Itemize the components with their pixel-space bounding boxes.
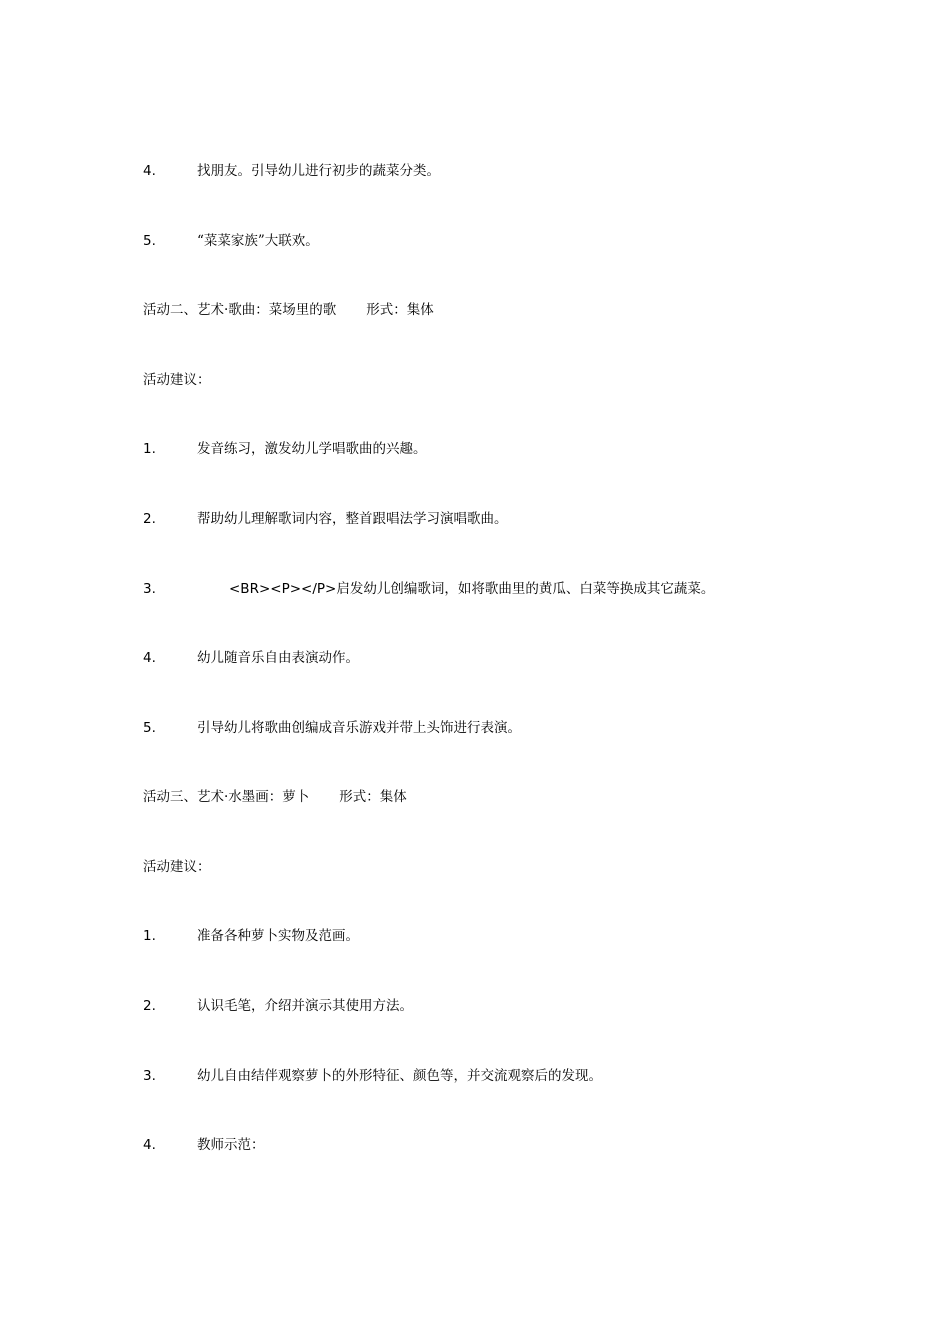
item-number: 3.: [143, 581, 156, 597]
item-number: 2.: [143, 511, 156, 527]
item-text: 幼儿随音乐自由表演动作。: [197, 650, 359, 666]
item-number: 4.: [143, 163, 156, 179]
item-text: 教师示范：: [197, 1137, 265, 1153]
activity-heading: [143, 786, 407, 808]
item-number: 3.: [143, 1068, 156, 1084]
item-text: 认识毛笔，介绍并演示其使用方法。: [197, 998, 413, 1014]
activity-form: 形式：集体: [339, 789, 407, 805]
item-text: 幼儿自由结伴观察萝卜的外形特征、颜色等，并交流观察后的发现。: [197, 1068, 602, 1084]
item-number: 2.: [143, 998, 156, 1014]
item-number: 1.: [143, 441, 156, 457]
item-text: 发音练习，激发幼儿学唱歌曲的兴趣。: [197, 441, 427, 457]
item-text: “菜菜家族”大联欢。: [197, 233, 319, 249]
suggestion-label: [143, 856, 211, 878]
suggestion-label: [143, 369, 211, 391]
html-code-text: <BR><P></P>: [229, 581, 337, 597]
item-text: [229, 578, 714, 600]
suggestion-label-text: 活动建议：: [143, 372, 211, 388]
suggestion-label-text: 活动建议：: [143, 859, 211, 875]
activity-heading: [143, 299, 434, 321]
item-number: 4.: [143, 1137, 156, 1153]
item-number: 1.: [143, 928, 156, 944]
item-text: 帮助幼儿理解歌词内容，整首跟唱法学习演唱歌曲。: [197, 511, 508, 527]
item-number: 4.: [143, 650, 156, 666]
item-number: 5.: [143, 233, 156, 249]
item-text: 找朋友。引导幼儿进行初步的蔬菜分类。: [197, 163, 440, 179]
activity-form: 形式：集体: [366, 302, 434, 318]
item-text: 准备各种萝卜实物及范画。: [197, 928, 359, 944]
item-text: 引导幼儿将歌曲创编成音乐游戏并带上头饰进行表演。: [197, 720, 521, 736]
activity-title: 活动三、艺术·水墨画：萝卜: [143, 789, 310, 805]
activity-title: 活动二、艺术·歌曲：菜场里的歌: [143, 302, 337, 318]
item-number: 5.: [143, 720, 156, 736]
item-text-body: 启发幼儿创编歌词，如将歌曲里的黄瓜、白菜等换成其它蔬菜。: [336, 581, 715, 597]
